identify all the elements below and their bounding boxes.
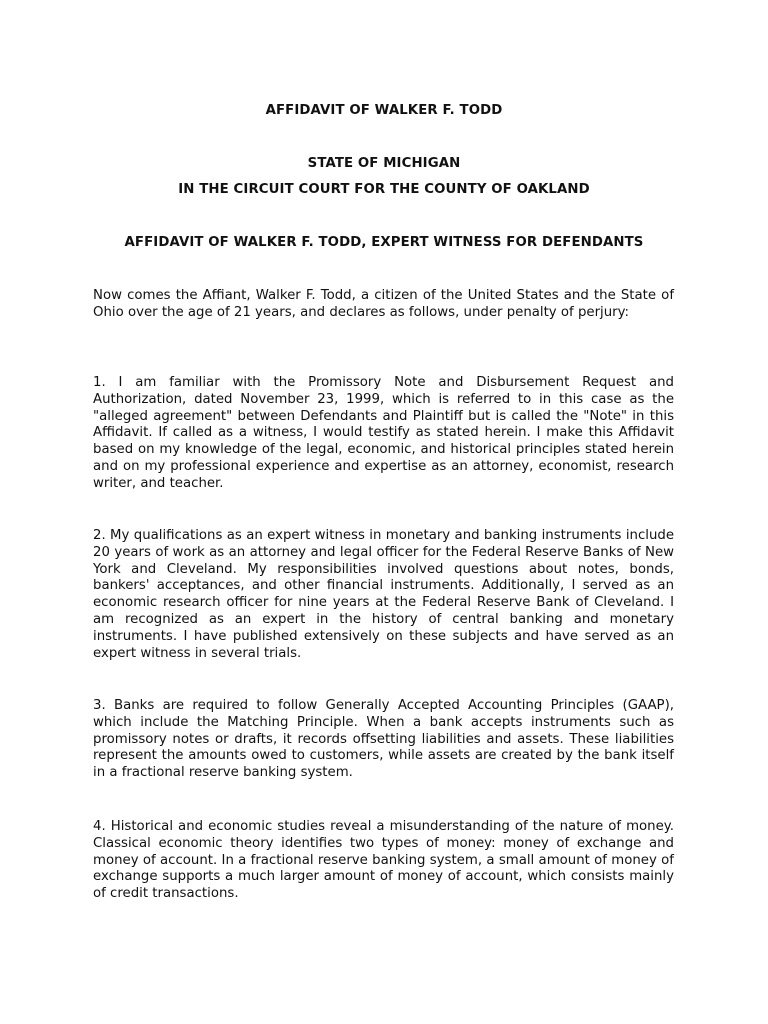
state-heading: STATE OF MICHIGAN — [307, 156, 461, 171]
document-title: AFFIDAVIT OF WALKER F. TODD — [265, 103, 503, 118]
court-heading: IN THE CIRCUIT COURT FOR THE COUNTY OF OAKLAND — [178, 182, 590, 197]
paragraph-3: 3. Banks are required to follow Generally Accepted Accounting Principles (GAAP), which include the Matching Principle. When a bank accepts instruments such as promissory notes or drafts, it records offsetting liabilities and assets. These liabilities represent the amounts owed to customers, while assets are created by the bank itself in a fractional reserve banking system. — [93, 698, 674, 781]
affidavit-subtitle: AFFIDAVIT OF WALKER F. TODD, EXPERT WITNESS FOR DEFENDANTS — [124, 235, 644, 250]
intro-paragraph: Now comes the Affiant, Walker F. Todd, a citizen of the United States and the State of Ohio over the age of 21 years, and declares as follows, under penalty of perjury: — [93, 288, 674, 320]
paragraph-2: 2. My qualifications as an expert witness in monetary and banking instruments include 20 years of work as an attorney and legal officer for the Federal Reserve Banks of New York and Cleveland. My responsibilities involved questions about notes, bonds, bankers' acceptances, and other financial instruments. Additionally, I served as an economic research officer for nine years at the Federal Reserve Bank of Cleveland. I am recognized as an expert in the history of central banking and monetary instruments. I have published extensively on these subjects and have served as an expert witness in several trials. — [93, 528, 674, 661]
paragraph-4: 4. Historical and economic studies reveal a misunderstanding of the nature of money. Classical economic theory identifies two types of money: money of exchange and money of account. In a fractional reserve banking system, a small amount of money of exchange supports a much larger amount of money of account, which consists mainly of credit transactions. — [93, 819, 674, 902]
paragraph-1: 1. I am familiar with the Promissory Note and Disbursement Request and Authorization, dated November 23, 1999, which is referred to in this case as the "alleged agreement" between Defendants and Plaintiff but is called the "Note" in this Affidavit. If called as a witness, I would testify as stated herein. I make this Affidavit based on my knowledge of the legal, economic, and historical principles stated herein and on my professional experience and expertise as an attorney, economist, research writer, and teacher. — [93, 375, 674, 491]
